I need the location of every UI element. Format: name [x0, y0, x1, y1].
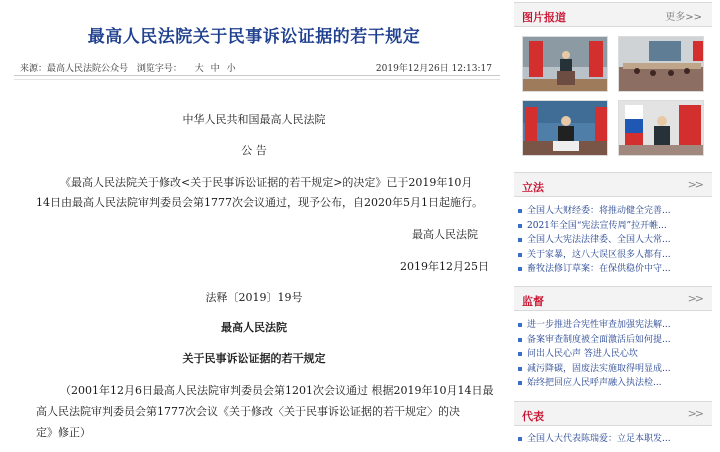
- list-item[interactable]: 全国人大财经委：将推动健全完善...: [514, 204, 712, 219]
- publish-datetime: 2019年12月26日 12:13:17: [375, 64, 492, 74]
- meta-divider: [14, 79, 500, 80]
- daibiao-more-arrow-icon[interactable]: >>: [687, 407, 702, 420]
- photo-more-link[interactable]: 更多>>: [665, 12, 702, 23]
- square-bullet-icon: [518, 224, 522, 228]
- photo-thumbnail-4[interactable]: [618, 100, 704, 156]
- font-size-large-link[interactable]: 大: [194, 64, 204, 74]
- article-subtitle: 关于民事诉讼证据的若干规定: [182, 352, 326, 365]
- jiandu-section-header: [514, 286, 712, 311]
- photo-report-header: [514, 2, 712, 27]
- photo-thumbnail-2[interactable]: [618, 36, 704, 92]
- square-bullet-icon: [518, 323, 522, 327]
- note-line-1: （2001年12月6日最高人民法院审判委员会第1201次会议通过 根据2019年10月14日最: [60, 384, 494, 397]
- square-bullet-icon: [518, 253, 522, 257]
- jiandu-section-title: 监督: [522, 295, 544, 308]
- daibiao-news-list: [514, 432, 712, 447]
- announcement-heading: 公 告: [241, 144, 267, 157]
- square-bullet-icon: [518, 238, 522, 242]
- list-item[interactable]: 畜牧法修订草案：在保供稳价中守...: [514, 262, 712, 277]
- note-line-2: 高人民法院审判委员会第1777次会议《关于修改〈关于民事诉讼证据的若干规定〉的决: [36, 405, 460, 418]
- photo-thumbnail-3[interactable]: [522, 100, 608, 156]
- body-line-1: 《最高人民法院关于修改<关于民事诉讼证据的若干规定>的决定》已于2019年10月: [60, 176, 473, 189]
- article-source: 来源：最高人民法院公众号: [20, 64, 129, 74]
- sign-date: 2019年12月25日: [400, 260, 489, 273]
- article-title: 最高人民法院关于民事诉讼证据的若干规定: [87, 27, 421, 47]
- list-item[interactable]: 全国人大代表陈瑞爱：立足本职发...: [514, 432, 712, 447]
- lifa-section-title: 立法: [522, 181, 544, 194]
- list-item[interactable]: 2021年全国“宪法宣传周”拉开帷...: [514, 219, 712, 234]
- signature: 最高人民法院: [412, 228, 478, 241]
- note-line-3: 定》修正）: [36, 426, 91, 439]
- photo-thumbnail-1[interactable]: [522, 36, 608, 92]
- list-item[interactable]: 问出人民心声 答进人民心坎: [514, 347, 712, 362]
- list-item[interactable]: 关于家暴，这八大误区很多人都有...: [514, 248, 712, 263]
- court-header: 中华人民共和国最高人民法院: [182, 113, 326, 126]
- font-size-small-link[interactable]: 小: [226, 64, 236, 74]
- font-size-medium-link[interactable]: 中: [210, 64, 220, 74]
- font-size-label: 浏览字号：: [136, 64, 182, 74]
- list-item[interactable]: 全国人大宪法法律委、全国人大常...: [514, 233, 712, 248]
- font-size-switcher: [137, 64, 236, 74]
- lifa-more-arrow-icon[interactable]: >>: [687, 178, 702, 191]
- square-bullet-icon: [518, 209, 522, 213]
- square-bullet-icon: [518, 267, 522, 271]
- square-bullet-icon: [518, 338, 522, 342]
- lifa-section-header: [514, 172, 712, 197]
- square-bullet-icon: [518, 367, 522, 371]
- daibiao-section-title: 代表: [522, 410, 544, 423]
- lifa-news-list: [514, 204, 712, 277]
- jiandu-news-list: [514, 318, 712, 391]
- list-item[interactable]: 减污降碳，固废法实施取得明显成...: [514, 362, 712, 377]
- jiandu-more-arrow-icon[interactable]: >>: [687, 292, 702, 305]
- doc-number: 法释〔2019〕19号: [205, 291, 303, 304]
- list-item[interactable]: 备案审查制度被全面激活后如何提...: [514, 333, 712, 348]
- article-meta-bar: [14, 56, 500, 76]
- square-bullet-icon: [518, 381, 522, 385]
- daibiao-section-header: [514, 401, 712, 426]
- issuer: 最高人民法院: [221, 321, 287, 334]
- sidebar: [514, 0, 720, 452]
- body-line-2: 14日由最高人民法院审判委员会第1777次会议通过，现予公布，自2020年5月1日起施行。: [36, 196, 483, 209]
- list-item[interactable]: 进一步推进合宪性审查加强宪法解...: [514, 318, 712, 333]
- square-bullet-icon: [518, 437, 522, 441]
- square-bullet-icon: [518, 352, 522, 356]
- list-item[interactable]: 始终把回应人民呼声融入执法检...: [514, 376, 712, 391]
- photo-report-title: 图片报道: [522, 11, 566, 24]
